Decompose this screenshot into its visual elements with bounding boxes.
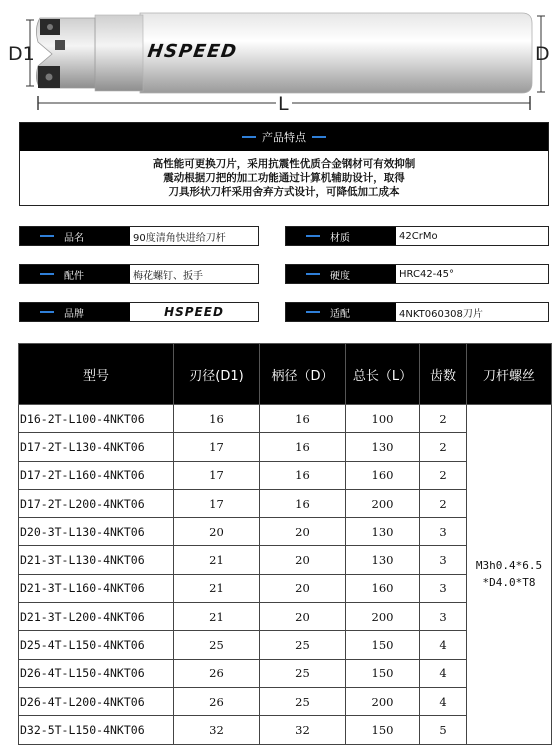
col-header-d1: 刃径(D1) bbox=[174, 344, 260, 405]
cell-l: 150 bbox=[346, 716, 420, 744]
spec-hardness-label: 硬度 bbox=[330, 270, 350, 282]
cell-l: 200 bbox=[346, 489, 420, 517]
cell-d1: 32 bbox=[174, 716, 260, 744]
cell-d1: 21 bbox=[174, 546, 260, 574]
feature-line: 刀具形状刀杆采用舍弃方式设计，可降低加工成本 bbox=[168, 186, 400, 198]
cell-d1: 17 bbox=[174, 461, 260, 489]
cell-teeth: 3 bbox=[420, 518, 467, 546]
feature-panel bbox=[19, 122, 549, 206]
dash-icon bbox=[40, 273, 54, 275]
col-header-model: 型号 bbox=[19, 344, 174, 405]
spec-material-label: 材质 bbox=[330, 232, 350, 244]
dash-icon bbox=[306, 311, 320, 313]
cell-teeth: 3 bbox=[420, 603, 467, 631]
spec-accessory-label: 配件 bbox=[64, 270, 84, 282]
spec-table bbox=[18, 343, 552, 745]
table-row bbox=[19, 405, 552, 433]
spec-name bbox=[19, 226, 259, 246]
cell-teeth: 2 bbox=[420, 405, 467, 433]
cell-d: 16 bbox=[260, 433, 346, 461]
spec-material-value: 42CrMo bbox=[399, 230, 438, 242]
cell-model: D21-3T-L130-4NKT06 bbox=[19, 546, 174, 574]
cell-model: D21-3T-L160-4NKT06 bbox=[19, 574, 174, 602]
cell-teeth: 3 bbox=[420, 546, 467, 574]
cell-teeth: 4 bbox=[420, 659, 467, 687]
cell-l: 130 bbox=[346, 546, 420, 574]
cell-d: 20 bbox=[260, 603, 346, 631]
cell-teeth: 4 bbox=[420, 687, 467, 715]
cell-model: D17-2T-L160-4NKT06 bbox=[19, 461, 174, 489]
screw-line: *D4.0*T8 bbox=[482, 576, 536, 590]
cell-l: 200 bbox=[346, 603, 420, 631]
spec-fit-value: 4NKT060308刀片 bbox=[399, 308, 483, 320]
spec-accessory bbox=[19, 264, 259, 284]
cell-d1: 17 bbox=[174, 433, 260, 461]
dash-icon bbox=[306, 235, 320, 237]
cell-l: 100 bbox=[346, 405, 420, 433]
dim-l-label: L bbox=[278, 93, 289, 115]
spec-material bbox=[285, 226, 549, 246]
table-header-row bbox=[19, 344, 552, 405]
cell-d: 20 bbox=[260, 518, 346, 546]
dash-icon bbox=[306, 273, 320, 275]
cell-model: D26-4T-L200-4NKT06 bbox=[19, 687, 174, 715]
cell-teeth: 3 bbox=[420, 574, 467, 602]
cell-l: 150 bbox=[346, 659, 420, 687]
cell-model: D25-4T-L150-4NKT06 bbox=[19, 631, 174, 659]
cell-d: 20 bbox=[260, 574, 346, 602]
cell-l: 130 bbox=[346, 518, 420, 546]
feature-text bbox=[20, 151, 548, 199]
spec-name-value: 90度清角快进给刀杆 bbox=[133, 232, 226, 244]
dim-d-label: D bbox=[535, 43, 550, 65]
spec-hardness bbox=[285, 264, 549, 284]
shaft-brand-logo: HSPEED bbox=[146, 41, 239, 62]
dash-icon bbox=[40, 235, 54, 237]
tool-drawing bbox=[0, 0, 559, 118]
tool-neck bbox=[95, 15, 143, 91]
cell-d: 16 bbox=[260, 405, 346, 433]
spec-hardness-value: HRC42-45° bbox=[399, 268, 455, 280]
cell-d1: 26 bbox=[174, 659, 260, 687]
cell-d1: 25 bbox=[174, 631, 260, 659]
cell-d: 16 bbox=[260, 461, 346, 489]
cell-model: D26-4T-L150-4NKT06 bbox=[19, 659, 174, 687]
table-body bbox=[19, 405, 552, 745]
cell-model: D17-2T-L130-4NKT06 bbox=[19, 433, 174, 461]
cell-teeth: 2 bbox=[420, 489, 467, 517]
cell-d: 32 bbox=[260, 716, 346, 744]
cell-d: 20 bbox=[260, 546, 346, 574]
brand-logo: HSPEED bbox=[164, 305, 224, 319]
spec-fit-label: 适配 bbox=[330, 308, 350, 320]
cell-model: D21-3T-L200-4NKT06 bbox=[19, 603, 174, 631]
cell-d1: 21 bbox=[174, 574, 260, 602]
cell-d: 25 bbox=[260, 631, 346, 659]
cell-model: D20-3T-L130-4NKT06 bbox=[19, 518, 174, 546]
screw-line: M3h0.4*6.5 bbox=[475, 559, 543, 573]
cell-teeth: 4 bbox=[420, 631, 467, 659]
cell-d1: 26 bbox=[174, 687, 260, 715]
cell-d1: 17 bbox=[174, 489, 260, 517]
cell-model: D17-2T-L200-4NKT06 bbox=[19, 489, 174, 517]
spec-name-label: 品名 bbox=[64, 232, 84, 244]
feature-line: 震动根据刀把的加工功能通过计算机辅助设计，取得 bbox=[163, 172, 405, 184]
cell-d1: 21 bbox=[174, 603, 260, 631]
cell-l: 160 bbox=[346, 461, 420, 489]
feature-line: 高性能可更换刀片，采用抗震性优质合金钢材可有效抑制 bbox=[152, 158, 416, 170]
cell-teeth: 5 bbox=[420, 716, 467, 744]
dash-icon bbox=[40, 311, 54, 313]
spec-accessory-value: 梅花螺钉、扳手 bbox=[133, 270, 203, 282]
spec-brand bbox=[19, 302, 259, 322]
cell-l: 200 bbox=[346, 687, 420, 715]
dash-icon bbox=[242, 136, 256, 138]
cell-d1: 20 bbox=[174, 518, 260, 546]
feature-header bbox=[20, 123, 548, 151]
cell-screw bbox=[467, 405, 552, 745]
dim-d1-label: D1 bbox=[8, 43, 35, 65]
cell-l: 160 bbox=[346, 574, 420, 602]
col-header-d: 柄径（D） bbox=[260, 344, 346, 405]
cell-l: 150 bbox=[346, 631, 420, 659]
cell-model: D16-2T-L100-4NKT06 bbox=[19, 405, 174, 433]
cell-d: 25 bbox=[260, 687, 346, 715]
cell-l: 130 bbox=[346, 433, 420, 461]
spec-brand-label: 品牌 bbox=[64, 308, 84, 320]
col-header-screw: 刀杆螺丝 bbox=[467, 344, 552, 405]
cell-teeth: 2 bbox=[420, 461, 467, 489]
cell-model: D32-5T-L150-4NKT06 bbox=[19, 716, 174, 744]
col-header-l: 总长（L） bbox=[346, 344, 420, 405]
feature-title: 产品特点 bbox=[262, 131, 306, 144]
dash-icon bbox=[312, 136, 326, 138]
spec-fit bbox=[285, 302, 549, 322]
cell-d: 25 bbox=[260, 659, 346, 687]
cell-d: 16 bbox=[260, 489, 346, 517]
cell-teeth: 2 bbox=[420, 433, 467, 461]
cell-d1: 16 bbox=[174, 405, 260, 433]
col-header-teeth: 齿数 bbox=[420, 344, 467, 405]
